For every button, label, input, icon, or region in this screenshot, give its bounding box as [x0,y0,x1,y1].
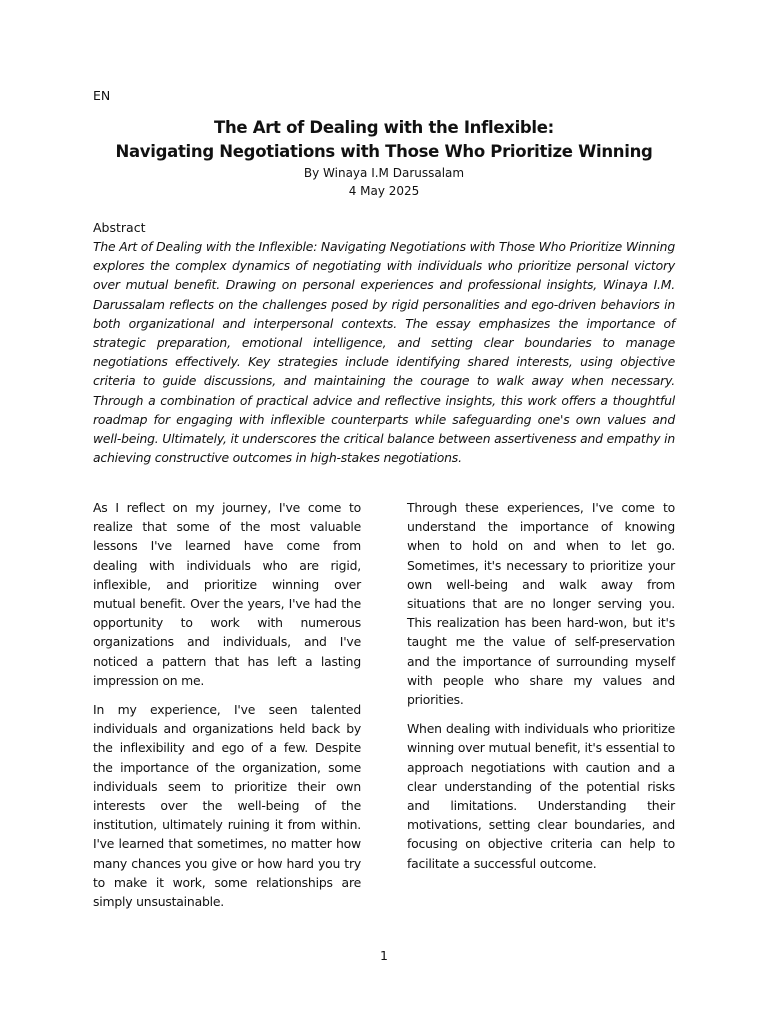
page-number: 1 [380,948,388,963]
abstract-heading: Abstract [93,220,146,235]
title-block [0,116,768,200]
title-line-2: Navigating Negotiations with Those Who Prioritize Winning [115,142,653,161]
publication-date: 4 May 2025 [348,184,420,198]
right-column [407,498,675,883]
left-column [93,498,361,921]
body-paragraph: When dealing with individuals who prioritize winning over mutual benefit, it's essential to approach negotiations with caution and a clear understanding of the potential risks and limitations. Understanding their motivations, setting clear boundaries, and focusing on objective criteria can help to facilitate a successful outcome. [407,721,675,871]
body-paragraph: In my experience, I've seen talented individuals and organizations held back by the inflexibility and ego of a few. Despite the importance of the organization, some individuals seem to prioritize their own interests over the well-being of the institution, ultimately ruining it from within. I've learned that sometimes, no matter how many chances you give or how hard you try to make it work, some relationships are simply unsustainable. [93,702,361,910]
abstract-text: The Art of Dealing with the Inflexible: Navigating Negotiations with Those Who Prioritize Winning explores the complex dynamics of negotiating with individuals who prioritize personal victory over mutual benefit. Drawing on personal experiences and professional insights, Winaya I.M. Darussalam reflects on the challenges posed by rigid personalities and ego-driven behaviors in both organizational and interpersonal contexts. The essay emphasizes the importance of strategic preparation, emotional intelligence, and setting clear boundaries to manage negotiations effectively. Key strategies include identifying shared interests, using objective criteria to guide discussions, and maintaining the courage to walk away when necessary. Through a combination of practical advice and reflective insights, this work offers a thoughtful roadmap for engaging with inflexible counterparts while safeguarding one's own values and well-being. Ultimately, it underscores the critical balance between assertiveness and empathy in achieving constructive outcomes in high-stakes negotiations. [93,239,676,466]
language-tag: EN [93,88,111,103]
body-paragraph: Through these experiences, I've come to understand the importance of knowing when to hold on and when to let go. Sometimes, it's necessary to prioritize your own well-being and walk away from situations that are no longer serving you. This realization has been hard-won, but it's taught me the value of self-preservation and the importance of surrounding myself with people who share my values and priorities. [407,500,675,708]
byline: By Winaya I.M Darussalam [303,166,465,180]
title-line-1: The Art of Dealing with the Inflexible: [214,118,554,137]
body-paragraph: As I reflect on my journey, I've come to realize that some of the most valuable lessons I've learned have come from dealing with individuals who are rigid, inflexible, and prioritize winning over mutual benefit. Over the years, I've had the opportunity to work with numerous organizations and individuals, and I've noticed a pattern that has left a lasting impression on me. [93,500,361,688]
